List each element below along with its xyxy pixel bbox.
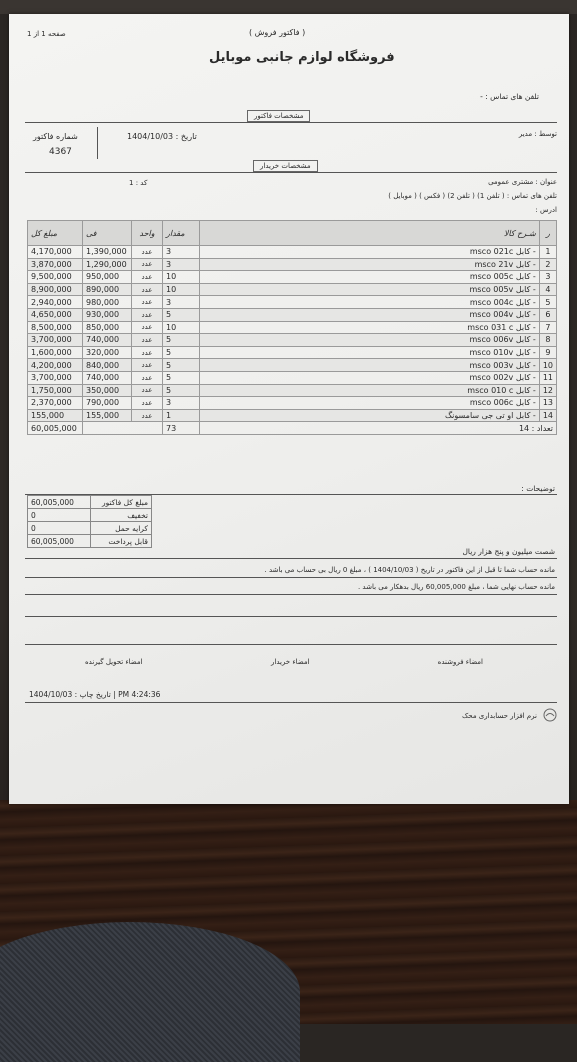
- header-row-number: ر: [539, 221, 556, 246]
- table-row: [28, 409, 557, 422]
- item-total: 8,500,000: [28, 321, 83, 334]
- discount-value: 0: [28, 509, 91, 522]
- item-unit-price: 740,000: [83, 371, 132, 384]
- row-number: 8: [539, 334, 556, 347]
- row-number: 9: [539, 346, 556, 359]
- grand-total: 60,005,000: [28, 422, 83, 435]
- payable-value: 60,005,000: [28, 535, 91, 548]
- table-row: [28, 334, 557, 347]
- table-row: [28, 296, 557, 309]
- row-number: 12: [539, 384, 556, 397]
- print-date: تاریخ چاپ : 1404/10/03 | PM 4:24:36: [29, 690, 161, 699]
- item-total: 3,870,000: [28, 258, 83, 271]
- store-name: فروشگاه لوازم جانبی موبایل: [209, 50, 395, 65]
- software-name: نرم افزار حسابداری محک: [462, 712, 537, 720]
- item-unit-price: 930,000: [83, 308, 132, 321]
- table-row: [28, 246, 557, 259]
- row-number: 10: [539, 359, 556, 372]
- empty-cell: [83, 422, 163, 435]
- table-row: [28, 258, 557, 271]
- items-table: [27, 220, 557, 435]
- item-unit-price: 155,000: [83, 409, 132, 422]
- item-description: - کابل msco 031 c: [200, 321, 540, 334]
- item-quantity: 10: [163, 321, 200, 334]
- discount-label: تخفیف: [91, 509, 152, 522]
- item-quantity: 3: [163, 397, 200, 410]
- item-quantity: 10: [163, 283, 200, 296]
- item-total: 155,000: [28, 409, 83, 422]
- invoice-paper: [9, 14, 569, 804]
- table-row: [28, 308, 557, 321]
- item-quantity: 5: [163, 384, 200, 397]
- invoice-number-label: شماره فاکتور: [33, 132, 78, 141]
- shipping-label: کرایه حمل: [91, 522, 152, 535]
- item-unit-price: 980,000: [83, 296, 132, 309]
- buyer-title: عنوان : مشتری عمومی: [488, 178, 557, 186]
- item-description: - کابل msco 004v: [200, 308, 540, 321]
- invoice-date: تاریخ : 1404/10/03: [127, 132, 197, 141]
- issued-by: توسط : مدیر: [518, 130, 557, 138]
- item-unit: عدد: [132, 384, 163, 397]
- item-unit: عدد: [132, 409, 163, 422]
- item-unit: عدد: [132, 283, 163, 296]
- item-description: - کابل msco 006c: [200, 397, 540, 410]
- item-quantity: 5: [163, 371, 200, 384]
- header-total: مبلغ کل: [28, 221, 83, 246]
- divider: [25, 577, 557, 578]
- item-unit-price: 790,000: [83, 397, 132, 410]
- item-total: 1,600,000: [28, 346, 83, 359]
- contact-phones: تلفن های تماس : -: [480, 92, 539, 101]
- row-number: 6: [539, 308, 556, 321]
- item-unit: عدد: [132, 271, 163, 284]
- header-quantity: مقدار: [163, 221, 200, 246]
- item-total: 3,700,000: [28, 371, 83, 384]
- document-type: ( فاکتور فروش ): [249, 28, 306, 37]
- item-unit-price: 1,290,000: [83, 258, 132, 271]
- table-row: [28, 283, 557, 296]
- item-description: - کابل msco 006v: [200, 334, 540, 347]
- item-quantity: 5: [163, 359, 200, 372]
- header-unit-price: فی: [83, 221, 132, 246]
- item-total: 9,500,000: [28, 271, 83, 284]
- seller-signature-label: امضاء فروشنده: [437, 658, 483, 666]
- row-number: 1: [539, 246, 556, 259]
- item-description: - کابل msco 010 c: [200, 384, 540, 397]
- table-total-row: [28, 422, 557, 435]
- buyer-code: کد : 1: [129, 179, 148, 187]
- item-quantity: 3: [163, 246, 200, 259]
- shipping-value: 0: [28, 522, 91, 535]
- table-row: [28, 359, 557, 372]
- item-unit: عدد: [132, 246, 163, 259]
- item-description: - کابل msco 005v: [200, 283, 540, 296]
- divider: [25, 122, 557, 123]
- table-header-row: [28, 221, 557, 246]
- payable-label: قابل پرداخت: [91, 535, 152, 548]
- row-number: 11: [539, 371, 556, 384]
- item-total: 4,200,000: [28, 359, 83, 372]
- summary-table: [27, 495, 152, 548]
- table-row: [28, 346, 557, 359]
- item-unit-price: 740,000: [83, 334, 132, 347]
- header-unit: واحد: [132, 221, 163, 246]
- item-count: تعداد : 14: [200, 422, 557, 435]
- table-row: [28, 321, 557, 334]
- divider: [25, 172, 557, 173]
- table-row: [28, 397, 557, 410]
- item-quantity: 3: [163, 296, 200, 309]
- item-unit: عدد: [132, 371, 163, 384]
- item-total: 2,370,000: [28, 397, 83, 410]
- background-top: [0, 0, 577, 14]
- buyer-address: ادرس :: [535, 206, 557, 214]
- item-quantity: 3: [163, 258, 200, 271]
- item-quantity: 5: [163, 308, 200, 321]
- row-number: 14: [539, 409, 556, 422]
- item-unit-price: 350,000: [83, 384, 132, 397]
- item-description: - کابل msco 021c: [200, 246, 540, 259]
- invoice-number: 4367: [49, 147, 72, 157]
- item-description: - کابل او تی جی سامسونگ: [200, 409, 540, 422]
- item-description: - کابل msco 21v: [200, 258, 540, 271]
- divider: [25, 594, 557, 595]
- item-quantity: 5: [163, 334, 200, 347]
- item-description: - کابل msco 004c: [200, 296, 540, 309]
- divider: [25, 616, 557, 617]
- row-number: 5: [539, 296, 556, 309]
- item-description: - کابل msco 010v: [200, 346, 540, 359]
- item-total: 3,700,000: [28, 334, 83, 347]
- row-number: 2: [539, 258, 556, 271]
- row-number: 4: [539, 283, 556, 296]
- header-description: شـرح کالا: [200, 221, 540, 246]
- item-unit: عدد: [132, 296, 163, 309]
- item-unit: عدد: [132, 397, 163, 410]
- receiver-signature-label: امضاء تحویل گیرنده: [85, 658, 143, 666]
- table-row: [28, 384, 557, 397]
- item-unit: عدد: [132, 308, 163, 321]
- item-quantity: 1: [163, 409, 200, 422]
- divider: [25, 702, 557, 703]
- item-description: - کابل msco 002v: [200, 371, 540, 384]
- total-quantity: 73: [163, 422, 200, 435]
- buyer-signature-label: امضاء خریدار: [271, 658, 310, 666]
- page-number: صفحه 1 از 1: [27, 30, 66, 38]
- table-row: [28, 271, 557, 284]
- buyer-section-label: مشخصات خریدار: [253, 160, 318, 172]
- item-unit-price: 840,000: [83, 359, 132, 372]
- software-logo-icon: [543, 708, 557, 722]
- item-description: - کابل msco 005c: [200, 271, 540, 284]
- item-quantity: 10: [163, 271, 200, 284]
- row-number: 3: [539, 271, 556, 284]
- invoice-total-value: 60,005,000: [28, 496, 91, 509]
- item-unit-price: 950,000: [83, 271, 132, 284]
- item-quantity: 5: [163, 346, 200, 359]
- notes-label: توضیحات :: [521, 484, 555, 493]
- item-unit: عدد: [132, 321, 163, 334]
- item-unit: عدد: [132, 334, 163, 347]
- item-unit-price: 890,000: [83, 283, 132, 296]
- divider: [25, 644, 557, 645]
- divider: [97, 127, 98, 159]
- invoice-section-label: مشخصات فاکتور: [247, 110, 310, 122]
- table-row: [28, 371, 557, 384]
- buyer-phones: تلفن های تماس : ( تلفن 1) ( تلفن 2) ( فکس ) ( موبایل ): [388, 192, 557, 200]
- item-unit: عدد: [132, 258, 163, 271]
- final-balance: مانده حساب نهایی شما ، مبلغ 60,005,000 ریال بدهکار می باشد .: [357, 583, 555, 591]
- item-unit-price: 320,000: [83, 346, 132, 359]
- item-total: 1,750,000: [28, 384, 83, 397]
- item-total: 4,650,000: [28, 308, 83, 321]
- item-total: 2,940,000: [28, 296, 83, 309]
- row-number: 7: [539, 321, 556, 334]
- invoice-total-label: مبلغ کل فاکتور: [91, 496, 152, 509]
- item-total: 8,900,000: [28, 283, 83, 296]
- divider: [25, 558, 557, 559]
- item-description: - کابل msco 003v: [200, 359, 540, 372]
- item-unit: عدد: [132, 346, 163, 359]
- row-number: 13: [539, 397, 556, 410]
- item-unit-price: 850,000: [83, 321, 132, 334]
- amount-in-words: شصت میلیون و پنج هزار ریال: [462, 547, 555, 556]
- item-total: 4,170,000: [28, 246, 83, 259]
- previous-balance: مانده حساب شما تا قبل از این فاکتور در تاریخ ( 1404/10/03 ) ، مبلغ 0 ریال بی حساب می باشد .: [264, 566, 555, 574]
- item-unit-price: 1,390,000: [83, 246, 132, 259]
- item-unit: عدد: [132, 359, 163, 372]
